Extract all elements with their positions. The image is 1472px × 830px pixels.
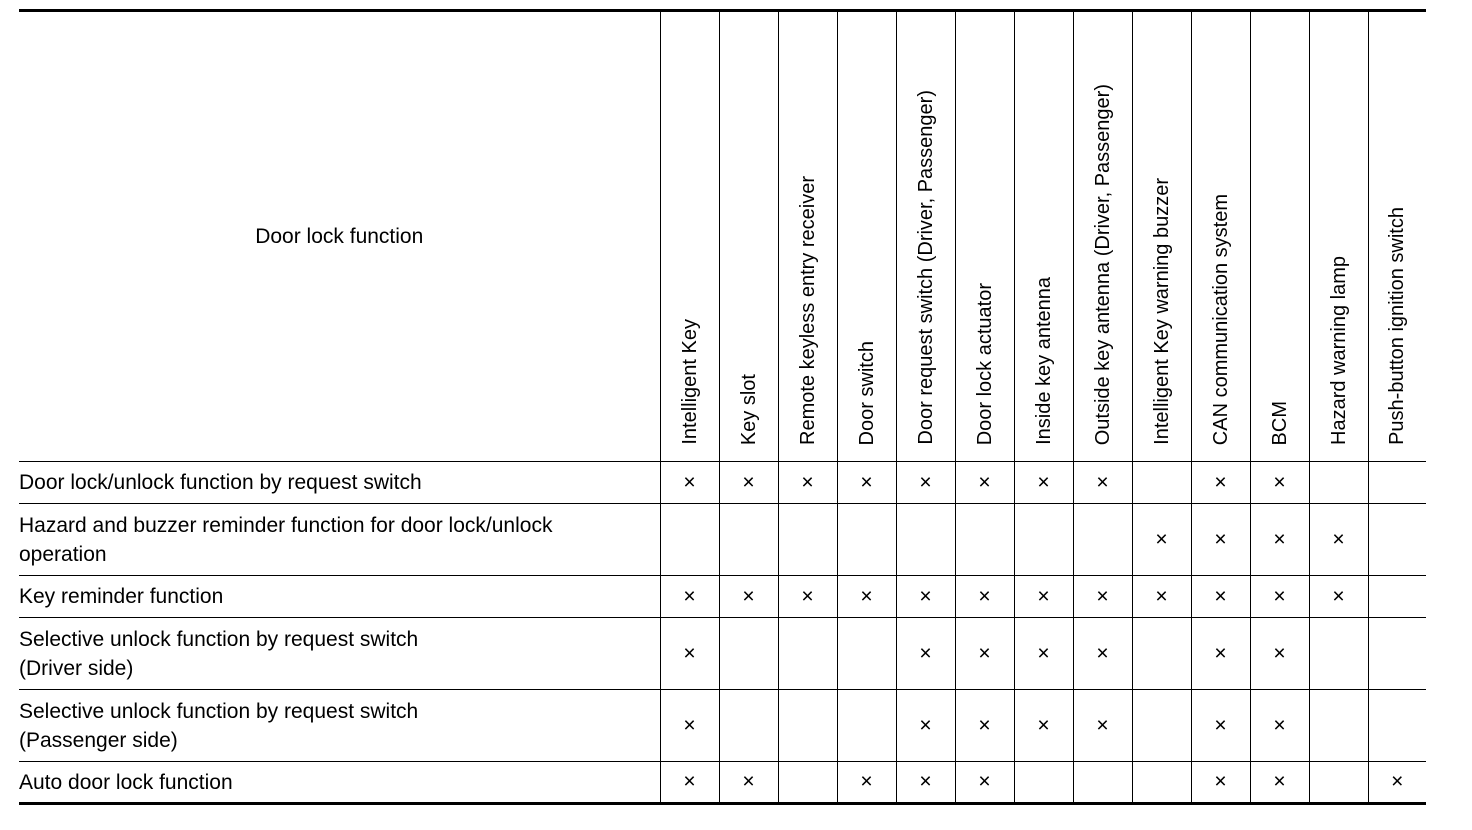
row-label (19, 762, 660, 804)
row-label (19, 690, 660, 762)
row-label (19, 576, 660, 618)
applicable-mark: × (955, 618, 1014, 690)
empty-cell (1368, 462, 1426, 504)
row-label (19, 618, 660, 690)
applicable-mark: × (955, 762, 1014, 804)
corner-header: Door lock function (19, 11, 660, 462)
applicable-mark: × (719, 762, 778, 804)
applicable-mark: × (1309, 576, 1368, 618)
column-header-intelligent-key (660, 11, 719, 462)
column-header-door-request-switch (896, 11, 955, 462)
row-label-line: Selective unlock function by request switch (19, 699, 419, 723)
applicable-mark: × (1073, 690, 1132, 762)
empty-cell (896, 504, 955, 576)
table-row (19, 462, 1426, 504)
empty-cell (955, 504, 1014, 576)
applicable-mark: × (1014, 618, 1073, 690)
applicable-mark: × (660, 618, 719, 690)
empty-cell (778, 618, 837, 690)
empty-cell (1368, 690, 1426, 762)
empty-cell (837, 618, 896, 690)
applicable-mark: × (1014, 690, 1073, 762)
applicable-mark: × (955, 690, 1014, 762)
applicable-mark: × (660, 762, 719, 804)
empty-cell (1014, 504, 1073, 576)
applicable-mark: × (896, 618, 955, 690)
column-header-label: Intelligent Key warning buzzer (1150, 178, 1173, 445)
row-label-line: Key reminder function (19, 585, 224, 608)
matrix-body (19, 462, 1426, 804)
row-label (19, 462, 660, 504)
empty-cell (1309, 690, 1368, 762)
empty-cell (837, 690, 896, 762)
applicable-mark: × (896, 762, 955, 804)
column-header-label: Inside key antenna (1032, 277, 1055, 445)
empty-cell (837, 504, 896, 576)
applicable-mark: × (1132, 504, 1191, 576)
empty-cell (1132, 618, 1191, 690)
applicable-mark: × (660, 690, 719, 762)
empty-cell (1073, 762, 1132, 804)
column-header-can-communication-system (1191, 11, 1250, 462)
table-row (19, 618, 1426, 690)
applicable-mark: × (1073, 618, 1132, 690)
applicable-mark: × (1191, 618, 1250, 690)
applicable-mark: × (1191, 462, 1250, 504)
row-label-line: operation (19, 542, 107, 566)
empty-cell (1132, 690, 1191, 762)
column-header-door-switch (837, 11, 896, 462)
table-row (19, 762, 1426, 804)
empty-cell (1132, 462, 1191, 504)
column-header-label: Door lock actuator (973, 282, 996, 445)
column-header-label: CAN communication system (1209, 193, 1232, 445)
column-header-label: Push-button ignition switch (1386, 207, 1409, 445)
column-header-outside-key-antenna (1073, 11, 1132, 462)
applicable-mark: × (1073, 462, 1132, 504)
applicable-mark: × (719, 576, 778, 618)
column-header-bcm (1250, 11, 1309, 462)
header-row (19, 11, 1426, 462)
column-header-door-lock-actuator (955, 11, 1014, 462)
empty-cell (778, 762, 837, 804)
empty-cell (660, 504, 719, 576)
applicable-mark: × (1250, 618, 1309, 690)
door-lock-function-matrix (19, 9, 1426, 805)
empty-cell (1132, 762, 1191, 804)
applicable-mark: × (1073, 576, 1132, 618)
applicable-mark: × (837, 576, 896, 618)
empty-cell (778, 504, 837, 576)
column-header-label: Outside key antenna (Driver, Passenger) (1091, 83, 1114, 445)
applicable-mark: × (1309, 504, 1368, 576)
row-label-line: Hazard and buzzer reminder function for door lock/unlock (19, 513, 553, 537)
empty-cell (778, 690, 837, 762)
column-header-push-button-ignition-switch (1368, 11, 1426, 462)
applicable-mark: × (1132, 576, 1191, 618)
applicable-mark: × (1250, 576, 1309, 618)
row-label (19, 504, 660, 576)
applicable-mark: × (1250, 504, 1309, 576)
applicable-mark: × (1250, 762, 1309, 804)
applicable-mark: × (1191, 576, 1250, 618)
empty-cell (1309, 462, 1368, 504)
column-header-label: Intelligent Key (678, 319, 701, 445)
applicable-mark: × (1191, 762, 1250, 804)
empty-cell (1309, 618, 1368, 690)
applicable-mark: × (1250, 690, 1309, 762)
applicable-mark: × (837, 762, 896, 804)
applicable-mark: × (896, 462, 955, 504)
applicable-mark: × (660, 576, 719, 618)
empty-cell (1368, 576, 1426, 618)
column-header-intelligent-key-warning-buzzer (1132, 11, 1191, 462)
column-header-label: Key slot (737, 373, 760, 445)
column-header-label: Door switch (855, 340, 878, 445)
table-row (19, 690, 1426, 762)
table-row (19, 576, 1426, 618)
applicable-mark: × (1368, 762, 1426, 804)
applicable-mark: × (955, 576, 1014, 618)
empty-cell (1368, 504, 1426, 576)
empty-cell (1014, 762, 1073, 804)
row-label-line: (Driver side) (19, 656, 134, 680)
applicable-mark: × (778, 462, 837, 504)
applicable-mark: × (660, 462, 719, 504)
empty-cell (719, 618, 778, 690)
empty-cell (1368, 618, 1426, 690)
applicable-mark: × (1014, 462, 1073, 504)
empty-cell (719, 504, 778, 576)
applicable-mark: × (719, 462, 778, 504)
column-header-hazard-warning-lamp (1309, 11, 1368, 462)
applicable-mark: × (896, 690, 955, 762)
column-header-inside-key-antenna (1014, 11, 1073, 462)
empty-cell (1309, 762, 1368, 804)
applicable-mark: × (1014, 576, 1073, 618)
row-label-line: Auto door lock function (19, 770, 233, 794)
column-header-label: Hazard warning lamp (1327, 256, 1350, 445)
row-label-line: (Passenger side) (19, 728, 178, 752)
column-header-label: Remote keyless entry receiver (796, 176, 819, 445)
column-header-label: BCM (1268, 400, 1291, 445)
row-label-line: Selective unlock function by request switch (19, 627, 419, 651)
applicable-mark: × (778, 576, 837, 618)
table-row (19, 504, 1426, 576)
applicable-mark: × (837, 462, 896, 504)
column-header-remote-keyless-entry-receiver (778, 11, 837, 462)
column-header-label: Door request switch (Driver, Passenger) (914, 90, 937, 445)
applicable-mark: × (1191, 504, 1250, 576)
applicable-mark: × (896, 576, 955, 618)
row-label-line: Door lock/unlock function by request switch (19, 471, 422, 494)
empty-cell (719, 690, 778, 762)
column-header-key-slot (719, 11, 778, 462)
applicable-mark: × (955, 462, 1014, 504)
empty-cell (1073, 504, 1132, 576)
applicable-mark: × (1250, 462, 1309, 504)
applicable-mark: × (1191, 690, 1250, 762)
